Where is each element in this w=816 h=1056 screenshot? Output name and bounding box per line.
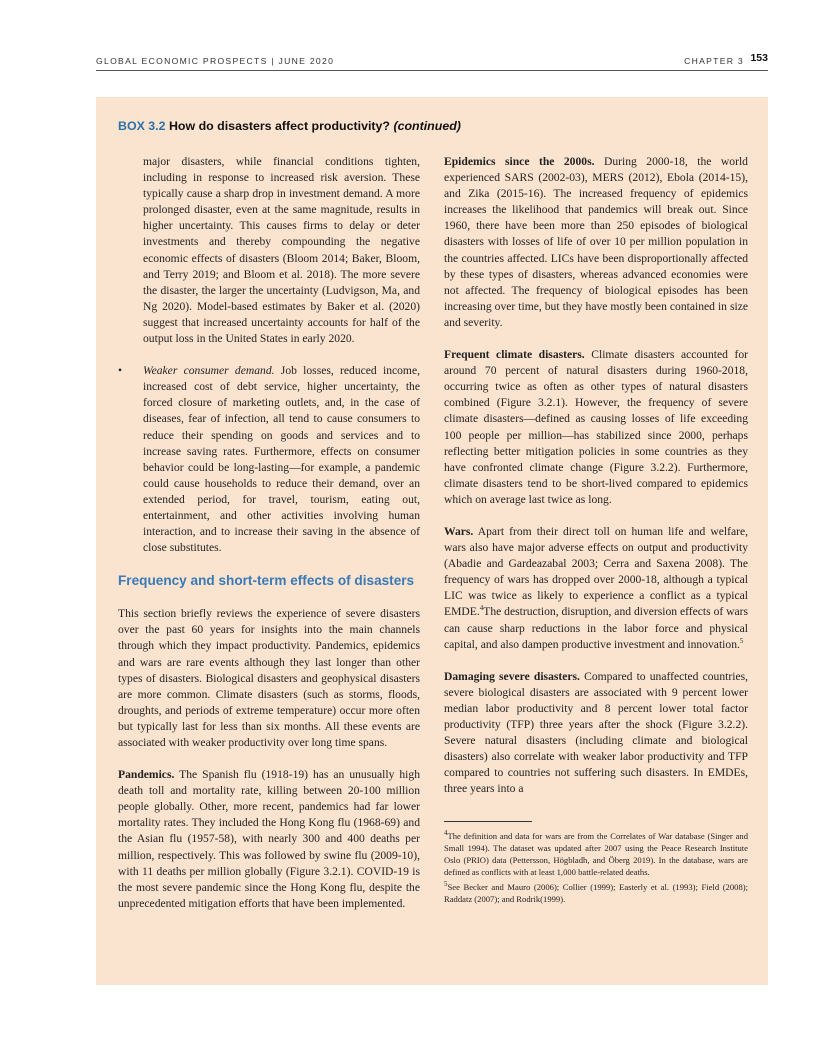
left-column [118, 154, 420, 912]
box-title [118, 119, 461, 133]
bullet-weaker-demand [118, 363, 420, 556]
right-column [444, 154, 748, 905]
footnote-5-text: See Becker and Mauro (2006); Collier (1999); Easterly et al. (1993); Field (2008); Raddatz (2007); and Rodrik(1999). [444, 882, 748, 905]
bullet-marker: • [118, 364, 123, 378]
wars-lead: Wars. [444, 524, 474, 538]
damaging-text: Compared to unaffected countries, severe biological disasters are associated with 9 percent lower median labor productivity and 8 percent lower total factor productivity (TFP) three years after the shock (Figure 3.2.2). Severe natural disasters (including climate and biological disasters) also correlate with weaker labor productivity and TFP compared to countries not suffering such disasters. In EMDEs, three years into a [444, 669, 749, 796]
bullet-title: Weaker consumer demand. [143, 364, 275, 378]
paragraph-epidemics [444, 154, 748, 331]
box-continued: (continued) [393, 119, 461, 133]
epidemics-lead: Epidemics since the 2000s. [444, 155, 595, 168]
footnote-5 [444, 881, 748, 905]
paragraph-damaging [444, 669, 748, 798]
paragraph-wars [444, 524, 748, 653]
footnote-5-number: 5 [444, 880, 448, 889]
publication-title: GLOBAL ECONOMIC PROSPECTS | JUNE 2020 [96, 56, 335, 66]
running-head [96, 52, 768, 71]
epidemics-text: During 2000-18, the world experienced SARS (2002-03), MERS (2012), Ebola (2014-15), and Zika (2015-16). The increased frequency of epidemics increases the likelihood that pandemics will break out. Since 1960, there have been more than 250 episodes of biological disasters with losses of life of over 10 per million population in the countries affected. LICs have been disproportionally affected by these types of disasters, whereas advanced economies were not affected. The frequency of biological episodes has been increasing over time, but they have mostly been contained in size and severity. [444, 155, 748, 329]
footnote-4-text: The definition and data for wars are from the Correlates of War database (Singer and Small 1994). The dataset was updated after 2007 using the Peace Research Institute Oslo (PRIO) data (Pettersson, Högbladh, and Öberg 2019). In the database, wars are defined as conflicts with at least 1,000 battle-related deaths. [444, 831, 748, 878]
pandemics-text: The Spanish flu (1918-19) has an unusually high death toll and mortality rate, killing between 20-100 million people globally. Other, more recent, pandemics had far lower mortality rates. They included the Hong Kong flu (1968-69) and the Asian flu (1957-58), with nearly 300 and 400 deaths per million, respectively. This was followed by swine flu (2009-10), with 11 deaths per million globally (Figure 3.2.1). COVID-19 is the most severe pandemic since the Hong Kong flu, despite the unprecedented mitigation efforts that have been implemented. [118, 768, 420, 910]
page-number: 153 [750, 52, 768, 64]
paragraph-overview: This section briefly reviews the experience of severe disasters over the past 60 years for insights into the main channels through which they impact productivity. Pandemics, epidemics and wars are rare events although they last longer than other types of disasters. Biological disasters and geophysical disasters are more common. Climate disasters (such as storms, floods, droughts, and periods of extreme temperature) occur more often but typically last for less than six months. All these events are associated with weaker productivity over long time spans. [118, 607, 420, 749]
footnote-divider [444, 821, 532, 822]
bullet-paragraph [143, 363, 420, 556]
climate-lead: Frequent climate disasters. [444, 348, 585, 362]
section-heading: Frequency and short-term effects of disasters [118, 573, 415, 589]
wars-text: Apart from their direct toll on human life and welfare, wars also have major adverse effects on output and productivity (Abadie and Gardeazabal 2003; Cerra and Saxena 2008). The frequency of wars has dropped over 2000-18, although a typical LIC was twice as likely to experience a conflict as a typical EMDE. [444, 524, 748, 619]
box-panel [96, 97, 768, 985]
paragraph-continued: major disasters, while financial conditions tighten, including in response to increased risk aversion. These typically cause a sharp drop in investment demand. A more prolonged disaster, even at the same magnitude, results in higher uncertainty. This causes firms to delay or deter investments and thereby compounding the negative economic effects of disasters (Bloom 2014; Baker, Bloom, and Terry 2019; and Bloom et al. 2018). The more severe the disaster, the larger the uncertainty (Ludvigson, Ma, and Ng 2020). Model-based estimates by Baker et al. (2020) suggest that increased uncertainty accounts for half of the output loss in the United States in early 2020. [143, 155, 420, 346]
bullet-text: Job losses, reduced income, increased cost of debt service, higher uncertainty, the forced closure of marketing outlets, and, in the case of diseases, fear of infection, all tend to cause consumers to reduce their spending on goods and services and to increase saving rates. Furthermore, effects on consumer behavior could be long-lasting—for example, a pandemic could cause households to reduce their demand, over an extended period, for travel, tourism, eating out, entertainment, and other activities involving human interaction, and to increase their saving in the absence of close substitutes. [143, 364, 420, 555]
footnote-ref-5[interactable]: 5 [739, 636, 744, 645]
footnote-4 [444, 830, 748, 878]
footnote-4-number: 4 [444, 829, 448, 838]
climate-text: Climate disasters accounted for around 70 percent of natural disasters during 1960-2018, occurring twice as often as other types of natural disasters combined (Figure 3.2.1). However, the frequency of severe climate disasters—defined as causing losses of life exceeding 100 people per million—has stabilized since 2000, perhaps reflecting better mitigation policies in some countries as they have confronted climate change (Figure 3.2.2). Furthermore, climate disasters tend to be short-lived compared to epidemics which on average last twice as long. [444, 348, 748, 506]
damaging-lead: Damaging severe disasters. [444, 669, 580, 683]
box-title-text: How do disasters affect productivity? [168, 119, 390, 133]
paragraph-pandemics [118, 767, 420, 912]
footnote-ref-4[interactable]: 4 [479, 604, 484, 613]
chapter-label: CHAPTER 3 [684, 56, 744, 66]
box-number: BOX 3.2 [118, 119, 166, 133]
paragraph-climate [444, 347, 748, 508]
pandemics-lead: Pandemics. [118, 768, 175, 782]
wars-text-2: The destruction, disruption, and diversion effects of wars can cause sharp reductions in the labor force and physical capital, and also dampen productive investment and innovation. [444, 605, 749, 651]
